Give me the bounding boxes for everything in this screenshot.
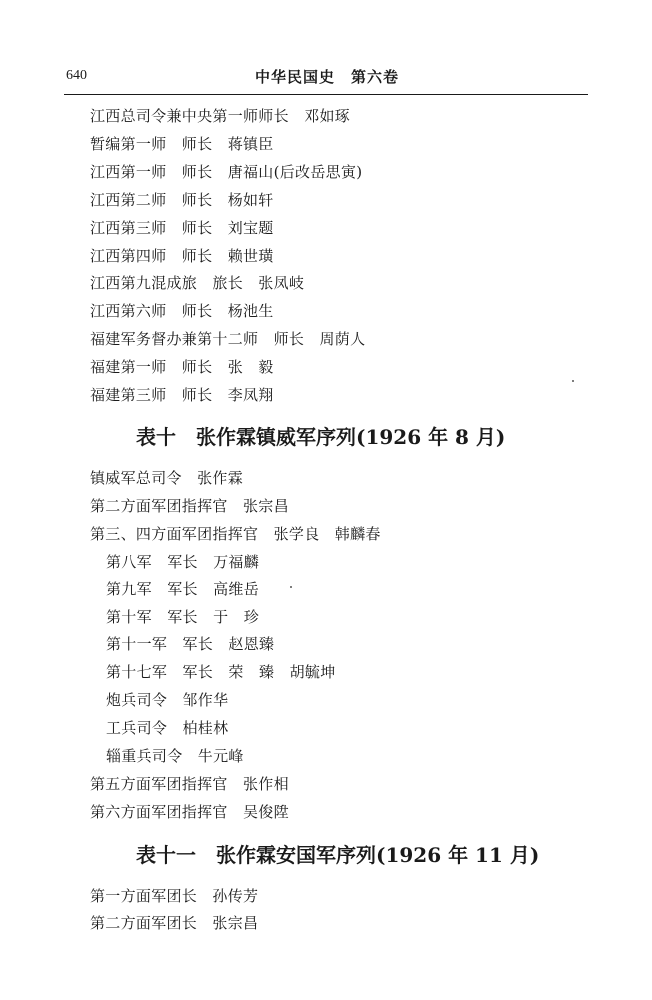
list-item: 第一方面军团长 孙传芳 (90, 887, 259, 905)
list-item: 江西第四师 师长 赖世璜 (90, 247, 274, 265)
page-number: 640 (66, 68, 87, 83)
list-item: 江西第一师 师长 唐福山(后改岳思寅) (90, 163, 363, 181)
table-title: 表十 张作霖镇威军序列(1926 年 8 月) (136, 425, 506, 449)
list-item: 第二方面军团长 张宗昌 (90, 914, 259, 932)
list-item: 第十一军 军长 赵恩臻 (106, 635, 275, 653)
list-item: 福建第一师 师长 张 毅 (90, 358, 274, 376)
page-header (66, 66, 588, 90)
list-item: 第十军 军长 于 珍 (106, 608, 260, 626)
list-item: 江西总司令兼中央第一师师长 邓如琢 (90, 107, 351, 125)
list-item: 第三、四方面军团指挥官 张学良 韩麟春 (90, 525, 381, 543)
list-item: 江西第九混成旅 旅长 张凤岐 (90, 274, 305, 292)
list-item: 福建第三师 师长 李凤翔 (90, 386, 274, 404)
list-item: 辎重兵司令 牛元峰 (106, 747, 244, 765)
print-speck (290, 586, 292, 588)
list-item: 第六方面军团指挥官 吴俊陞 (90, 803, 289, 821)
list-item: 江西第三师 师长 刘宝题 (90, 219, 274, 237)
list-item: 炮兵司令 邹作华 (106, 691, 229, 709)
list-item: 第五方面军团指挥官 张作相 (90, 775, 289, 793)
list-item: 第八军 军长 万福麟 (106, 553, 260, 571)
print-speck (572, 380, 574, 382)
table-title: 表十一 张作霖安国军序列(1926 年 11 月) (136, 843, 540, 867)
list-item: 第九军 军长 高维岳 (106, 580, 260, 598)
list-item: 第十七军 军长 荣 臻 胡毓坤 (106, 663, 336, 681)
list-item: 江西第六师 师长 杨池生 (90, 302, 274, 320)
list-item: 镇威军总司令 张作霖 (90, 469, 244, 487)
list-item: 江西第二师 师长 杨如轩 (90, 191, 274, 209)
list-item: 工兵司令 柏桂林 (106, 719, 229, 737)
header-rule (64, 94, 588, 95)
list-item: 第二方面军团指挥官 张宗昌 (90, 497, 289, 515)
list-item: 暂编第一师 师长 蒋镇臣 (90, 135, 274, 153)
list-item: 福建军务督办兼第十二师 师长 周荫人 (90, 330, 366, 348)
running-head: 中华民国史 第六卷 (254, 68, 399, 86)
